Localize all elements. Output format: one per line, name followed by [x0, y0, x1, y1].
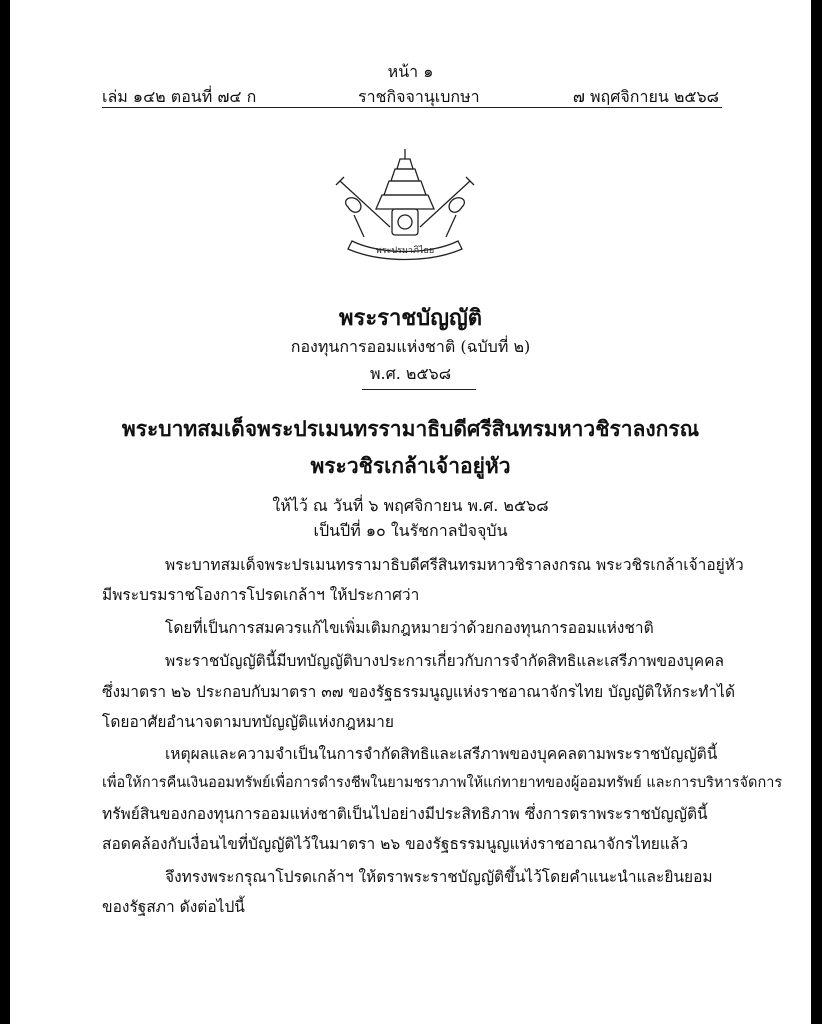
- royal-seal-icon: [330, 145, 480, 265]
- body-line: โดยที่เป็นการสมควรแก้ไขเพิ่มเติมกฎหมายว่าด้วยกองทุนการออมแห่งชาติ: [165, 619, 654, 637]
- seal-ribbon-text: พระปรมาภิไธย: [375, 246, 435, 256]
- act-subtitle: กองทุนการออมแห่งชาติ (ฉบับที่ ๒): [290, 337, 531, 356]
- body-line: สอดคล้องกับเงื่อนไขที่บัญญัติไว้ในมาตรา ๒๖ ของรัฐธรรมนูญแห่งราชอาณาจักรไทยแล้ว: [102, 835, 689, 853]
- body-line: จึงทรงพระกรุณาโปรดเกล้าฯ ให้ตราพระราชบัญญัติขึ้นไว้โดยคำแนะนำและยินยอม: [165, 868, 713, 886]
- title-rule: [362, 389, 476, 390]
- body-line: ทรัพย์สินของกองทุนการออมแห่งชาติเป็นไปอย่างมีประสิทธิภาพ ซึ่งการตราพระราชบัญญัตินี้: [102, 805, 708, 823]
- king-name-line-1: พระบาทสมเด็จพระปรเมนทรรามาธิบดีศรีสินทรมหาวชิราลงกรณ: [121, 416, 700, 441]
- body-line: เหตุผลและความจำเป็นในการจำกัดสิทธิและเสรีภาพของบุคคลตามพระราชบัญญัตินี้: [165, 745, 718, 763]
- king-name-line-2: พระวชิรเกล้าเจ้าอยู่หัว: [310, 453, 511, 478]
- body-line: เพื่อให้การคืนเงินออมทรัพย์เพื่อการดำรงชีพในยามชราภาพให้แก่ทายาทของผู้ออมทรัพย์ และการบริหารจัดการ: [102, 775, 783, 791]
- page-number: หน้า ๑: [387, 62, 434, 81]
- publish-date: ๗ พฤศจิกายน ๒๕๖๘: [572, 87, 719, 106]
- body-line: ซึ่งมาตรา ๒๖ ประกอบกับมาตรา ๓๗ ของรัฐธรรมนูญแห่งราชอาณาจักรไทย บัญญัติให้กระทำได้: [102, 683, 736, 701]
- reign-year: เป็นปีที่ ๑๐ ในรัชกาลปัจจุบัน: [313, 521, 508, 540]
- body-line: พระราชบัญญัตินี้มีบทบัญญัติบางประการเกี่ยวกับการจำกัดสิทธิและเสรีภาพของบุคคล: [165, 652, 724, 670]
- header-rule: [102, 107, 722, 108]
- gazette-page: [10, 0, 811, 1024]
- body-line: มีพระบรมราชโองการโปรดเกล้าฯ ให้ประกาศว่า: [102, 586, 420, 604]
- act-title: พระราชบัญญัติ: [339, 305, 482, 331]
- body-line: ของรัฐสภา ดังต่อไปนี้: [102, 898, 245, 916]
- volume-issue: เล่ม ๑๔๒ ตอนที่ ๗๔ ก: [102, 87, 257, 106]
- given-date: ให้ไว้ ณ วันที่ ๖ พฤศจิกายน พ.ศ. ๒๕๖๘: [272, 496, 549, 515]
- act-year: พ.ศ. ๒๕๖๘: [369, 364, 452, 383]
- body-line: พระบาทสมเด็จพระปรเมนทรรามาธิบดีศรีสินทรมหาวชิราลงกรณ พระวชิรเกล้าเจ้าอยู่หัว: [165, 556, 744, 574]
- gazette-name: ราชกิจจานุเบกษา: [358, 87, 480, 106]
- body-line: โดยอาศัยอำนาจตามบทบัญญัติแห่งกฎหมาย: [102, 713, 394, 731]
